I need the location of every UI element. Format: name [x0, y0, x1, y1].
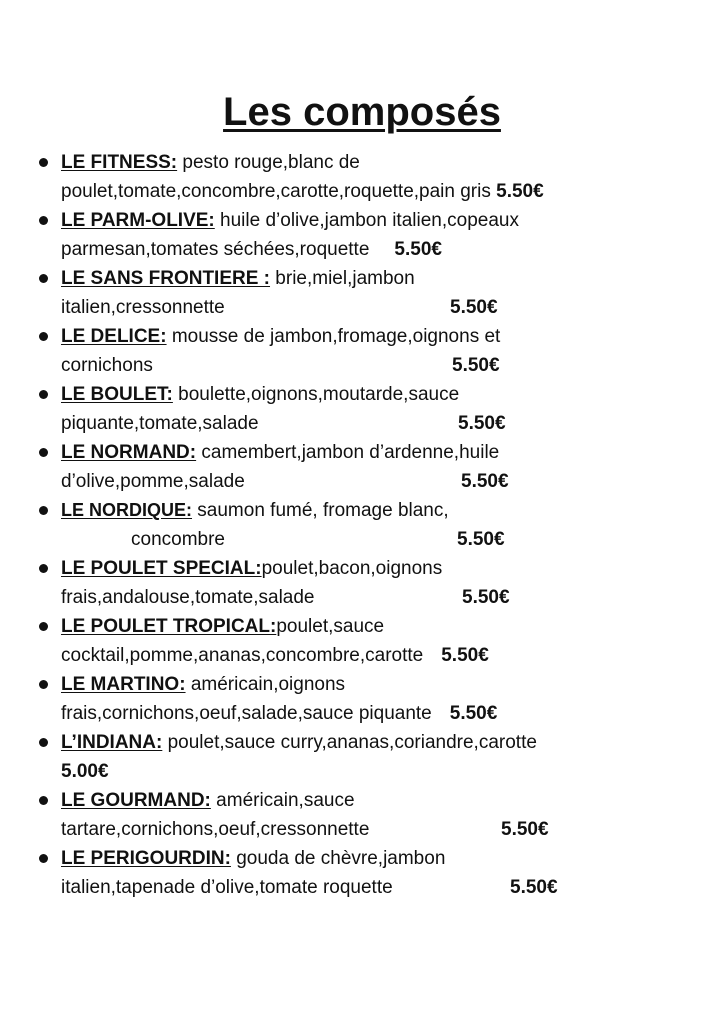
bullet-icon: [39, 448, 48, 457]
item-price: 5.50€: [394, 239, 442, 260]
item-line-2: [61, 583, 697, 612]
item-price: 5.50€: [441, 645, 489, 666]
item-price: 5.50€: [501, 819, 549, 840]
list-item: [37, 264, 697, 322]
item-ingredients: huile d’olive,jambon italien,copeaux: [214, 210, 519, 231]
item-line-1: [61, 322, 697, 351]
item-name: LE POULET TROPICAL:: [61, 616, 277, 637]
menu-list: [37, 148, 697, 902]
item-line-1: [61, 670, 697, 699]
item-line-2: [61, 873, 697, 902]
item-ingredients-cont: poulet,tomate,concombre,carotte,roquette,pain gris: [61, 181, 491, 202]
item-ingredients: poulet,sauce curry,ananas,coriandre,carotte: [162, 732, 537, 753]
item-ingredients-cont: cocktail,pomme,ananas,concombre,carotte: [61, 645, 424, 666]
list-item: [37, 844, 697, 902]
item-price: 5.50€: [449, 703, 498, 724]
bullet-icon: [39, 506, 48, 515]
list-item: [37, 728, 697, 786]
item-ingredients: brie,miel,jambon: [270, 268, 415, 289]
item-name: LE POULET SPECIAL:: [61, 558, 262, 579]
item-ingredients: boulette,oignons,moutarde,sauce: [172, 384, 460, 405]
item-ingredients-cont: tartare,cornichons,oeuf,cressonnette: [61, 819, 370, 840]
item-name: LE BOULET:: [61, 384, 173, 405]
item-ingredients: pesto rouge,blanc de: [177, 152, 360, 173]
item-ingredients-cont: frais,cornichons,oeuf,salade,sauce piquante: [61, 703, 432, 724]
item-name: LE PERIGOURDIN:: [61, 848, 231, 869]
item-line-2: [61, 177, 697, 206]
item-line-1: [61, 496, 697, 525]
item-ingredients-cont: cornichons: [61, 355, 153, 376]
item-line-2: [61, 641, 697, 670]
list-item: [37, 148, 697, 206]
bullet-icon: [39, 332, 48, 341]
bullet-icon: [39, 564, 48, 573]
item-name: LE MARTINO:: [61, 674, 186, 695]
item-name: LE DELICE:: [61, 326, 167, 347]
item-line-1: [61, 786, 697, 815]
item-line-2: [61, 409, 697, 438]
item-line-1: [61, 148, 697, 177]
item-ingredients: américain,oignons: [185, 674, 346, 695]
list-item: [37, 670, 697, 728]
item-line-2: [61, 699, 697, 728]
item-price: 5.50€: [462, 587, 510, 608]
list-item: [37, 438, 697, 496]
item-line-2: [61, 235, 697, 264]
bullet-icon: [39, 796, 48, 805]
bullet-icon: [39, 622, 48, 631]
item-price: 5.50€: [496, 181, 544, 202]
item-line-1: [61, 206, 697, 235]
item-price: 5.50€: [461, 471, 509, 492]
bullet-icon: [39, 274, 48, 283]
page-title: Les composés: [223, 90, 501, 134]
item-name: LE SANS FRONTIERE :: [61, 268, 271, 289]
item-ingredients: mousse de jambon,fromage,oignons et: [166, 326, 501, 347]
list-item: [37, 496, 697, 554]
item-line-2: [61, 757, 697, 786]
list-item: [37, 322, 697, 380]
item-ingredients-cont: concombre: [131, 529, 225, 550]
list-item: [37, 612, 697, 670]
list-item: [37, 786, 697, 844]
item-ingredients-cont: piquante,tomate,salade: [61, 413, 259, 434]
item-ingredients-cont: italien,cressonnette: [61, 297, 225, 318]
item-name: LE PARM-OLIVE:: [61, 210, 215, 231]
item-ingredients-cont: d’olive,pomme,salade: [61, 471, 245, 492]
item-ingredients: gouda de chèvre,jambon: [230, 848, 446, 869]
item-price: 5.50€: [457, 529, 505, 550]
item-ingredients: poulet,sauce: [276, 616, 385, 637]
item-line-1: [61, 844, 697, 873]
item-line-2: [61, 815, 697, 844]
item-ingredients-cont: parmesan,tomates séchées,roquette: [61, 239, 370, 260]
bullet-icon: [39, 680, 48, 689]
item-price: 5.50€: [452, 355, 500, 376]
bullet-icon: [39, 158, 48, 167]
item-ingredients-cont: frais,andalouse,tomate,salade: [61, 587, 315, 608]
item-name: LE GOURMAND:: [61, 790, 211, 811]
item-price: 5.50€: [458, 413, 506, 434]
bullet-icon: [39, 854, 48, 863]
item-line-1: [61, 728, 697, 757]
item-ingredients: saumon fumé, fromage blanc,: [192, 500, 449, 521]
list-item: [37, 380, 697, 438]
item-price: 5.00€: [61, 761, 109, 782]
item-ingredients: américain,sauce: [210, 790, 355, 811]
item-name: LE FITNESS:: [61, 152, 178, 173]
item-name: L’INDIANA:: [61, 732, 163, 753]
bullet-icon: [39, 738, 48, 747]
list-item: [37, 554, 697, 612]
item-line-1: [61, 612, 697, 641]
item-line-1: [61, 438, 697, 467]
item-ingredients: poulet,bacon,oignons: [261, 558, 443, 579]
item-line-2: [61, 525, 697, 554]
item-line-1: [61, 554, 697, 583]
item-line-2: [61, 351, 697, 380]
item-name: LE NORDIQUE:: [61, 500, 193, 520]
item-ingredients-cont: italien,tapenade d’olive,tomate roquette: [61, 877, 393, 898]
item-ingredients: camembert,jambon d’ardenne,huile: [196, 442, 500, 463]
item-price: 5.50€: [510, 877, 558, 898]
item-line-2: [61, 467, 697, 496]
item-line-1: [61, 380, 697, 409]
bullet-icon: [39, 390, 48, 399]
list-item: [37, 206, 697, 264]
item-name: LE NORMAND:: [61, 442, 197, 463]
item-price: 5.50€: [450, 297, 498, 318]
item-line-2: [61, 293, 697, 322]
bullet-icon: [39, 216, 48, 225]
item-line-1: [61, 264, 697, 293]
